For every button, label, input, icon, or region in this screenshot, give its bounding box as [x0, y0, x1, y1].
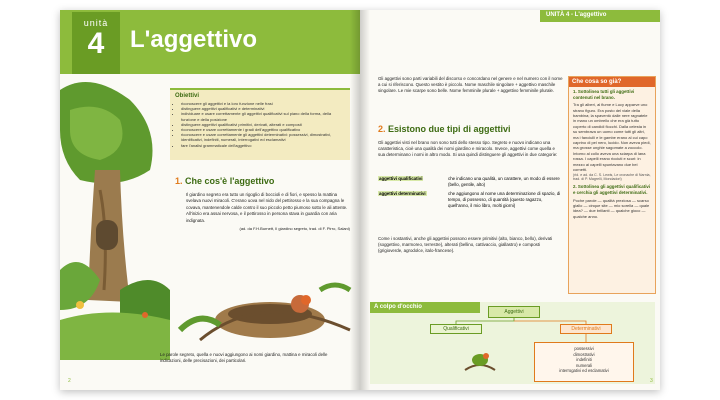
bird-illustration — [460, 340, 500, 380]
exercise-question-2: 2. Sottolinea gli aggettivi qualificativi e cerchia gli aggettivi determinativi. — [573, 184, 651, 196]
page-number-right: 3 — [650, 378, 653, 384]
unit-word: unità — [83, 18, 109, 28]
det-type: possessivi — [574, 346, 594, 351]
objectives-list — [175, 101, 345, 148]
sidebar-heading: Che cosa so già? — [569, 77, 655, 87]
section-2-text: Gli aggettivi visti nel brano non sono tutti dello stesso tipo. Segreto e nuovo indicano una caratteristica, cioè una qualità dei nomi giardino e miracolo. Invece, aggettivi come quella e sua determinano i nomi in altro modo. Si usa quindi distinguere gli aggettivi in due categorie: — [378, 140, 558, 158]
book-gutter — [350, 10, 370, 390]
objective-item: • riconoscere e usare correttamente i gradi dell'aggettivo qualificativo — [181, 127, 345, 132]
definitions — [378, 176, 563, 212]
tale-text: Il giardino segreto era tutto un rigoglio di boccioli e di fiori, e spesso la mattina svelava nuovi miracoli. C'erano uova nel nido del pettirosso e la sua compagna le covava, mantenendole calde contro il suo piccolo petto piumoso sotto le ali attente. All'inizio era assai nervosa, e il pettirosso in persona stava in guardia con aria indignata. — [186, 192, 348, 223]
diagram-node-determinativi: Determinativi — [560, 324, 612, 334]
tree-illustration — [60, 70, 170, 360]
unit-badge — [72, 12, 120, 74]
diagram-node-qualificativi: Qualificativi — [430, 324, 482, 334]
closing-text: Come i sostantivi, anche gli aggettivi possono essere primitivi (alto, bianco, bello), derivati (soggettivo, marmoreo, terrestre), alterati (bellino, cattivaccio, giallastro) e composti (grigioverde, agrodolce, italo-francese). — [378, 236, 553, 254]
exercise-sidebar — [568, 76, 656, 294]
objectives-heading: Obiettivi — [175, 93, 200, 99]
section-1-heading — [175, 176, 274, 186]
objective-item: • distinguere aggettivi qualificativi primitivi, derivati, alterati e composti — [181, 122, 345, 127]
definition-row — [378, 191, 563, 209]
right-page — [360, 10, 660, 390]
definition-row — [378, 176, 563, 188]
objective-item: • riconoscere e usare correttamente gli aggettivi determinativi: possessivi, dimostrativi, identificativi, indefiniti, numerali, interrogativi ed esclamativi — [181, 132, 345, 142]
det-type: dimostrativi — [573, 351, 595, 357]
intro-text: Gli aggettivi sono parti variabili del discorso e concordano nel genere e nel numero con il nome a cui si riferiscono. Questo vestito è piccolo. Nome maschile singolare + aggettivo maschile singolare. Le mie scarpe sono belle. Nome femminile plurale + aggettivo femminile plurale. — [378, 76, 563, 94]
definition-desc: che indicano una qualità, un carattere, un modo di essere (bello, gentile, alto) — [448, 176, 560, 187]
explanation-text: Le parole segreto, quella e nuovi aggiungono ai nomi giardino, mattina e miracoli delle indicazioni, delle precisazioni, dei particolari. — [160, 352, 328, 363]
definition-desc: che aggiungono al nome una determinazione di spazio, di tempo, di possesso, di quantità (questo ragazzo, quell'anno, il mio libro, molti giorni) — [448, 191, 561, 208]
section-2-number: 2. — [378, 124, 386, 134]
unit-number: 4 — [87, 27, 105, 60]
summary-diagram — [370, 302, 655, 384]
exercise-text-2: Poche parole — qualità preziosa — scarso giallo — cinque site — mio sorella — quale idea? — due brillanti — qualche gioco — qualche anno. — [573, 197, 650, 219]
section-2-title: Esistono due tipi di aggettivi — [388, 124, 511, 134]
diagram-node-root: Aggettivi — [488, 306, 540, 318]
open-book — [60, 10, 660, 390]
objective-item: • distinguere aggettivi qualificativi e determinativi — [181, 106, 345, 111]
section-1-number: 1. — [175, 176, 183, 186]
page-title: L'aggettivo — [130, 26, 258, 53]
left-page — [60, 10, 360, 390]
objectives-box — [170, 88, 350, 160]
section-2-heading — [378, 124, 511, 134]
definition-term: aggettivi qualificativi — [379, 176, 423, 181]
nest-illustration — [160, 260, 360, 350]
exercise-text-1: Tra gli alberi, al fiume e Lucy apparve uno strano figuro. Era posto del viale della bambina; la spaventò dalle nere ragnatele in mano un ombrello che era già tutto coperto di candidi fiocchi. Dalla celesta in su sembrava un uomo come tutti gli altri, ma i fanciulli e le gambe erano al cui capo caprino di pel nero, lucido. Non aveva piedi, ma grosse unghie sagomate a zoccolo. Intorno al collo aveva una sciarpa di lana rossa. I capelli erano ricciuti e scuri: in mezzo ai capelli spuntavano due bei cornetti. — [573, 102, 651, 173]
objective-item: • riconoscere gli aggettivi e la loro funzione nelle frasi — [181, 101, 345, 106]
page-number-left: 2 — [68, 378, 71, 384]
exercise-source: (rid. e ad. da C. S. Lewis, Le cronache di Narnia, trad. di P. Magrelli, Mondadori) — [573, 173, 651, 182]
summary-heading: A colpo d'occhio — [370, 302, 480, 313]
diagram-node-determinativi-list — [534, 342, 634, 382]
objective-item: • individuare e usare correttamente gli aggettivi qualificativi sul piano della forma, della funzione e della posizione — [181, 111, 345, 121]
tale-excerpt — [186, 192, 350, 232]
tale-source: (ad. da F.H.Burnett, Il giardino segreto, trad. di F. Pirro, Salani) — [239, 226, 350, 232]
det-type: interrogativi ed esclamativi — [559, 368, 609, 374]
definition-term: aggettivi determinativi — [379, 191, 426, 196]
det-type: numerali — [575, 362, 593, 368]
det-type: indefiniti — [576, 357, 592, 363]
objective-item: • fare l'analisi grammaticale dell'aggettivo — [181, 143, 345, 148]
exercise-question-1: 1. Sottolinea tutti gli aggettivi contenuti nel brano. — [573, 89, 635, 100]
running-head: UNITÀ 4 - L'aggettivo — [546, 12, 607, 18]
section-1-title: Che cos'è l'aggettivo — [185, 176, 275, 186]
